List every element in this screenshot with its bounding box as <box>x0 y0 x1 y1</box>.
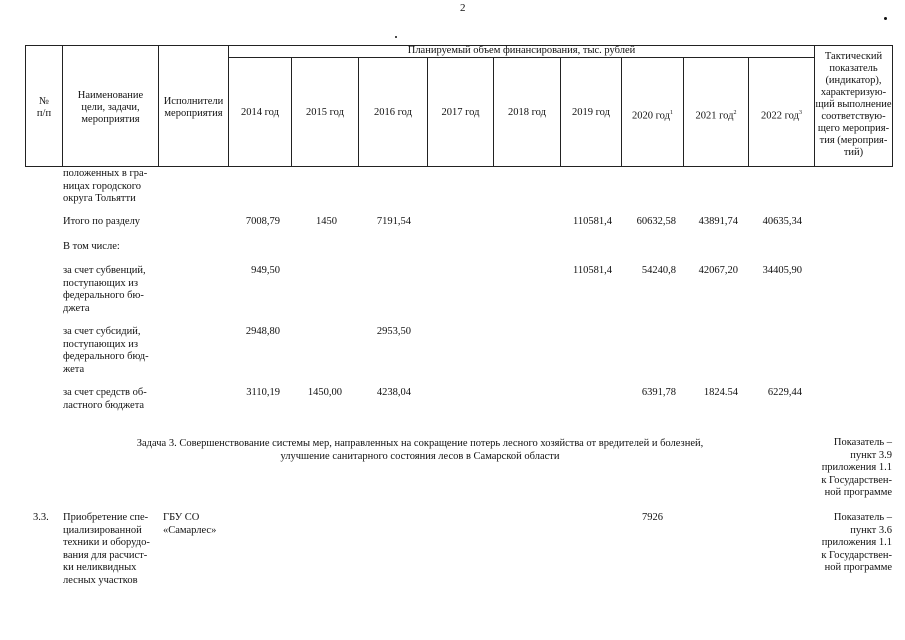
row-subventions-2021: 42067,20 <box>698 265 738 276</box>
row-total-2020: 60632,58 <box>636 216 676 227</box>
item-3-3-number: 3.3. <box>33 512 49 523</box>
task3-title <box>60 438 780 463</box>
row-total-2019: 110581,4 <box>573 216 612 227</box>
row-subventions-2019: 110581,4 <box>573 265 612 276</box>
header-year-2019: 2019 год <box>572 107 610 118</box>
header-year-2015: 2015 год <box>306 107 344 118</box>
row-regional-2020: 6391,78 <box>641 387 676 398</box>
row-subsidies-2014: 2948,80 <box>245 326 280 337</box>
task3-title-line2: улучшение санитарного состояния лесов в Самарской области <box>280 450 560 462</box>
row-regional-2014: 3110,19 <box>246 387 280 398</box>
row-subventions-2022: 34405,90 <box>762 265 802 276</box>
row-total-2022: 40635,34 <box>762 216 802 227</box>
row-total-2014: 7008,79 <box>245 216 280 227</box>
header-year-2017: 2017 год <box>441 107 480 118</box>
header-col-name: Наименование цели, задачи, мероприятия <box>77 90 144 125</box>
row-total-2015: 1450 <box>316 216 337 227</box>
header-year-2022: 2022 год$^3$ <box>761 110 802 122</box>
header-year-2018: 2018 год <box>508 107 546 118</box>
row-subsidies-label: за счет субсидий, поступающих из федерального бюд- жета <box>63 326 149 375</box>
row-subventions-2014: 949,50 <box>251 265 280 276</box>
row-total-2016: 7191,54 <box>376 216 411 227</box>
header-col-executors: Исполнители мероприятия <box>163 96 224 119</box>
row-total-2021: 43891,74 <box>698 216 738 227</box>
including-label: В том числе: <box>63 241 120 252</box>
row-regional-label: за счет средств об- ластного бюджета <box>63 387 147 411</box>
row-subsidies-2016: 2953,50 <box>376 326 411 337</box>
item-3-3-indicator: Показатель – пункт 3.6 приложения 1.1 к Государствен- ной программе <box>821 512 892 573</box>
header-year-2021: 2021 год$^2$ <box>695 110 737 122</box>
row-regional-2016: 4238,04 <box>376 387 411 398</box>
row-regional-2015: 1450,00 <box>307 387 342 398</box>
page-number: 2 <box>460 2 466 14</box>
header-funding-title: Планируемый объем финансирования, тыс. рублей <box>407 45 636 56</box>
header-year-2020: 2020 год$^1$ <box>632 110 673 122</box>
item-3-3-value-2019: 7926 <box>642 512 663 523</box>
item-3-3-executor: ГБУ СО «Самарлес» <box>163 512 217 536</box>
row-regional-2022: 6229,44 <box>767 387 802 398</box>
row-subventions-2020: 54240,8 <box>641 265 676 276</box>
row-total-label: Итого по разделу <box>63 216 141 227</box>
item-3-3-name: Приобретение спе- циализированной техники и оборудо- вания для расчист- ки неликвидных лесных участков <box>63 512 150 586</box>
speck-mark <box>884 17 887 20</box>
task3-indicator: Показатель – пункт 3.9 приложения 1.1 к Государствен- ной программе <box>821 437 892 498</box>
header-col-number: № п/п <box>36 96 52 119</box>
header-year-2014: 2014 год <box>241 107 279 118</box>
row-subventions-label: за счет субвенций, поступающих из федерального бю- джета <box>63 265 146 314</box>
continuation-text: положенных в гра- ницах городского округа Тольятти <box>63 168 148 204</box>
header-col-indicator: Тактический показатель (индикатор), характеризую- щий выполнение соответствую- щего мероприя- тия (мероприя- тий) <box>815 51 892 158</box>
task3-title-line1: Задача 3. Совершенствование системы мер, направленных на сокращение потерь лесного хозяйства от вредителей и болезней, <box>136 438 704 449</box>
header-year-2016: 2016 год <box>374 107 412 118</box>
row-regional-2021: 1824.54 <box>703 387 738 398</box>
speck-mark <box>395 36 397 38</box>
